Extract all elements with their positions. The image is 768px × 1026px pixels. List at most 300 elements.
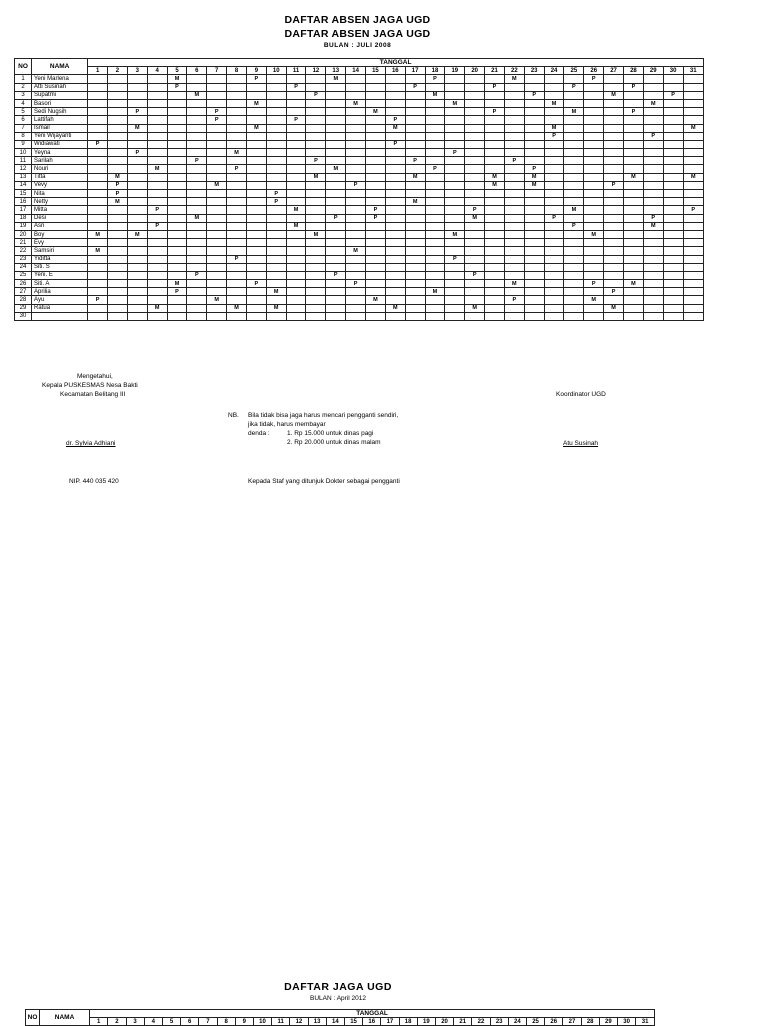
- shift-cell: [683, 239, 703, 247]
- shift-cell: [147, 108, 167, 116]
- shift-cell: [187, 83, 207, 91]
- shift-cell: [286, 280, 306, 288]
- shift-cell: [465, 116, 485, 124]
- shift-cell: [683, 75, 703, 83]
- page2-day-header: 24: [508, 1018, 526, 1026]
- shift-cell: [187, 165, 207, 173]
- page2-day-header: 7: [199, 1018, 217, 1026]
- shift-cell: [108, 157, 128, 165]
- shift-cell: [147, 116, 167, 124]
- shift-cell: [663, 157, 683, 165]
- shift-cell: [127, 214, 147, 222]
- row-number: 14: [15, 181, 32, 189]
- shift-cell: [326, 304, 346, 312]
- shift-cell: [147, 75, 167, 83]
- shift-cell: [405, 140, 425, 148]
- shift-cell: [207, 206, 227, 214]
- shift-cell: M: [405, 173, 425, 181]
- signer-left: dr. Sylvia Adhiani: [66, 440, 116, 447]
- shift-cell: P: [187, 271, 207, 279]
- shift-cell: [346, 140, 366, 148]
- shift-cell: [167, 198, 187, 206]
- shift-cell: [227, 280, 247, 288]
- shift-cell: [385, 83, 405, 91]
- shift-cell: [604, 140, 624, 148]
- shift-cell: [504, 99, 524, 107]
- shift-cell: [604, 108, 624, 116]
- shift-cell: [108, 140, 128, 148]
- shift-cell: [366, 247, 386, 255]
- shift-cell: [485, 206, 505, 214]
- shift-cell: [127, 157, 147, 165]
- shift-cell: P: [623, 83, 643, 91]
- shift-cell: [167, 99, 187, 107]
- shift-cell: [524, 75, 544, 83]
- shift-cell: [167, 157, 187, 165]
- day-header: 14: [346, 67, 366, 75]
- shift-cell: P: [266, 190, 286, 198]
- shift-cell: [683, 149, 703, 157]
- shift-cell: [127, 165, 147, 173]
- shift-cell: [405, 165, 425, 173]
- shift-cell: M: [246, 99, 266, 107]
- shift-cell: [623, 198, 643, 206]
- shift-cell: [445, 157, 465, 165]
- shift-cell: [286, 190, 306, 198]
- shift-cell: [445, 214, 465, 222]
- shift-cell: P: [445, 149, 465, 157]
- day-header: 20: [465, 67, 485, 75]
- shift-cell: [266, 99, 286, 107]
- shift-cell: [266, 247, 286, 255]
- shift-cell: [127, 263, 147, 271]
- shift-cell: P: [346, 280, 366, 288]
- shift-cell: [326, 132, 346, 140]
- shift-cell: [187, 263, 207, 271]
- day-header: 15: [366, 67, 386, 75]
- row-number: 11: [15, 157, 32, 165]
- shift-cell: M: [643, 99, 663, 107]
- shift-cell: [227, 132, 247, 140]
- shift-cell: [246, 255, 266, 263]
- shift-cell: [504, 173, 524, 181]
- shift-cell: [584, 263, 604, 271]
- shift-cell: [604, 165, 624, 173]
- table-row: [15, 239, 704, 247]
- shift-cell: P: [306, 157, 326, 165]
- shift-cell: [127, 75, 147, 83]
- page2-day-header: 9: [235, 1018, 253, 1026]
- page2-day-header: 3: [126, 1018, 144, 1026]
- shift-cell: [405, 116, 425, 124]
- shift-cell: [207, 132, 227, 140]
- shift-cell: [127, 83, 147, 91]
- shift-cell: [623, 124, 643, 132]
- shift-cell: [584, 247, 604, 255]
- shift-cell: [88, 83, 108, 91]
- shift-cell: [504, 312, 524, 320]
- shift-cell: P: [564, 222, 584, 230]
- shift-cell: M: [366, 108, 386, 116]
- kecamatan-label: Kecamatan Belitang III: [60, 391, 126, 398]
- day-header: 25: [564, 67, 584, 75]
- shift-cell: [286, 304, 306, 312]
- shift-cell: M: [604, 304, 624, 312]
- shift-cell: [108, 91, 128, 99]
- shift-cell: [643, 296, 663, 304]
- shift-cell: [326, 255, 346, 263]
- shift-cell: [207, 263, 227, 271]
- shift-cell: [366, 124, 386, 132]
- shift-cell: [326, 230, 346, 238]
- shift-cell: [584, 255, 604, 263]
- shift-cell: [167, 116, 187, 124]
- row-number: 9: [15, 140, 32, 148]
- shift-cell: [246, 83, 266, 91]
- shift-cell: [544, 198, 564, 206]
- page2-day-header: 26: [545, 1018, 563, 1026]
- shift-cell: [108, 222, 128, 230]
- shift-cell: [127, 173, 147, 181]
- shift-cell: P: [524, 91, 544, 99]
- shift-cell: [286, 173, 306, 181]
- shift-cell: [465, 312, 485, 320]
- shift-cell: [366, 304, 386, 312]
- shift-cell: [405, 239, 425, 247]
- shift-cell: [643, 190, 663, 198]
- shift-cell: [326, 312, 346, 320]
- shift-cell: [147, 149, 167, 157]
- shift-cell: [366, 132, 386, 140]
- shift-cell: [405, 296, 425, 304]
- shift-cell: [88, 255, 108, 263]
- page2-day-header: 18: [399, 1018, 417, 1026]
- row-name: Nouri: [32, 165, 88, 173]
- shift-cell: M: [584, 230, 604, 238]
- shift-cell: [643, 312, 663, 320]
- shift-cell: [147, 181, 167, 189]
- shift-cell: [306, 263, 326, 271]
- shift-cell: [127, 255, 147, 263]
- shift-cell: [544, 149, 564, 157]
- table-row: [15, 108, 704, 116]
- shift-cell: [346, 108, 366, 116]
- shift-cell: [108, 99, 128, 107]
- shift-cell: [584, 149, 604, 157]
- shift-cell: [246, 190, 266, 198]
- attendance-table: [14, 58, 704, 321]
- day-header: 28: [623, 67, 643, 75]
- shift-cell: [88, 214, 108, 222]
- shift-cell: [346, 75, 366, 83]
- page2-table: [25, 1009, 655, 1026]
- shift-cell: [683, 83, 703, 91]
- row-number: 10: [15, 149, 32, 157]
- shift-cell: [326, 149, 346, 157]
- shift-cell: [425, 222, 445, 230]
- shift-cell: [504, 222, 524, 230]
- shift-cell: [385, 214, 405, 222]
- shift-cell: P: [366, 206, 386, 214]
- shift-cell: [604, 149, 624, 157]
- shift-cell: M: [266, 288, 286, 296]
- shift-cell: [405, 288, 425, 296]
- shift-cell: [683, 108, 703, 116]
- shift-cell: [445, 140, 465, 148]
- shift-cell: [326, 91, 346, 99]
- shift-cell: [544, 304, 564, 312]
- shift-cell: [366, 263, 386, 271]
- shift-cell: P: [346, 181, 366, 189]
- day-header: 4: [147, 67, 167, 75]
- shift-cell: [524, 296, 544, 304]
- table-row: [15, 165, 704, 173]
- shift-cell: [485, 99, 505, 107]
- shift-cell: [683, 181, 703, 189]
- shift-cell: M: [445, 230, 465, 238]
- shift-cell: [88, 75, 108, 83]
- table-row: [15, 91, 704, 99]
- shift-cell: [524, 247, 544, 255]
- shift-cell: [504, 206, 524, 214]
- page2-day-header: 5: [162, 1018, 180, 1026]
- shift-cell: [663, 304, 683, 312]
- shift-cell: P: [227, 165, 247, 173]
- shift-cell: [88, 181, 108, 189]
- shift-cell: M: [544, 99, 564, 107]
- nb-line-1: Bila tidak bisa jaga harus mencari pengganti sendiri,: [248, 412, 399, 419]
- shift-cell: [524, 304, 544, 312]
- shift-cell: [306, 206, 326, 214]
- shift-cell: [485, 190, 505, 198]
- shift-cell: [187, 99, 207, 107]
- shift-cell: [326, 99, 346, 107]
- shift-cell: [167, 190, 187, 198]
- shift-cell: [187, 312, 207, 320]
- shift-cell: [544, 116, 564, 124]
- shift-cell: [286, 230, 306, 238]
- shift-cell: [366, 157, 386, 165]
- shift-cell: [485, 116, 505, 124]
- shift-cell: [108, 255, 128, 263]
- shift-cell: P: [326, 271, 346, 279]
- shift-cell: P: [405, 83, 425, 91]
- shift-cell: [504, 181, 524, 189]
- shift-cell: [306, 75, 326, 83]
- no-header: NO: [15, 59, 32, 75]
- shift-cell: [623, 149, 643, 157]
- page2-header-row: [26, 1010, 655, 1018]
- shift-cell: [88, 99, 108, 107]
- shift-cell: [266, 214, 286, 222]
- shift-cell: [465, 108, 485, 116]
- shift-cell: [465, 181, 485, 189]
- row-number: 19: [15, 222, 32, 230]
- shift-cell: P: [385, 116, 405, 124]
- table-row: [15, 116, 704, 124]
- shift-cell: [623, 75, 643, 83]
- shift-cell: [108, 296, 128, 304]
- shift-cell: [643, 173, 663, 181]
- signer-right: Atu Susinah: [563, 440, 599, 447]
- shift-cell: [187, 247, 207, 255]
- shift-cell: [544, 83, 564, 91]
- shift-cell: P: [504, 296, 524, 304]
- shift-cell: [465, 157, 485, 165]
- shift-cell: [108, 280, 128, 288]
- shift-cell: [108, 116, 128, 124]
- page2-tanggal-header: TANGGAL: [90, 1010, 655, 1018]
- shift-cell: [147, 255, 167, 263]
- shift-cell: M: [326, 75, 346, 83]
- shift-cell: [147, 263, 167, 271]
- shift-cell: P: [306, 91, 326, 99]
- shift-cell: [306, 83, 326, 91]
- shift-cell: [584, 99, 604, 107]
- shift-cell: [187, 222, 207, 230]
- day-header: 29: [643, 67, 663, 75]
- shift-cell: [385, 312, 405, 320]
- shift-cell: [108, 206, 128, 214]
- shift-cell: [683, 255, 703, 263]
- shift-cell: [465, 75, 485, 83]
- shift-cell: [584, 181, 604, 189]
- shift-cell: [623, 132, 643, 140]
- page2-day-header: 29: [599, 1018, 617, 1026]
- shift-cell: [405, 280, 425, 288]
- shift-cell: [485, 222, 505, 230]
- shift-cell: [246, 288, 266, 296]
- row-number: 26: [15, 280, 32, 288]
- shift-cell: [385, 108, 405, 116]
- shift-cell: [108, 165, 128, 173]
- shift-cell: [286, 288, 306, 296]
- shift-cell: [227, 214, 247, 222]
- day-header: 8: [227, 67, 247, 75]
- row-name: Nita: [32, 190, 88, 198]
- shift-cell: [465, 198, 485, 206]
- shift-cell: [306, 190, 326, 198]
- shift-cell: [167, 214, 187, 222]
- shift-cell: [405, 91, 425, 99]
- shift-cell: [88, 149, 108, 157]
- shift-cell: [385, 91, 405, 99]
- shift-cell: [425, 263, 445, 271]
- kepala-label: Kepala PUSKESMAS Nesa Bakti: [42, 382, 138, 389]
- shift-cell: [167, 108, 187, 116]
- shift-cell: [604, 75, 624, 83]
- shift-cell: [207, 214, 227, 222]
- shift-cell: [366, 198, 386, 206]
- shift-cell: [524, 149, 544, 157]
- shift-cell: [623, 190, 643, 198]
- shift-cell: P: [246, 280, 266, 288]
- shift-cell: [485, 255, 505, 263]
- day-header: 2: [108, 67, 128, 75]
- shift-cell: [683, 132, 703, 140]
- row-name: Yeni Wijayanti: [32, 132, 88, 140]
- shift-cell: [683, 230, 703, 238]
- shift-cell: [286, 157, 306, 165]
- day-header-row: [15, 67, 704, 75]
- table-row: [15, 83, 704, 91]
- page2-day-header: 2: [108, 1018, 126, 1026]
- shift-cell: [207, 99, 227, 107]
- row-name: Samsiri: [32, 247, 88, 255]
- shift-cell: [306, 296, 326, 304]
- shift-cell: [147, 230, 167, 238]
- shift-cell: [346, 312, 366, 320]
- shift-cell: [683, 247, 703, 255]
- shift-cell: [405, 108, 425, 116]
- row-name: Ayu: [32, 296, 88, 304]
- shift-cell: [524, 190, 544, 198]
- shift-cell: [564, 116, 584, 124]
- shift-cell: P: [524, 165, 544, 173]
- shift-cell: [286, 271, 306, 279]
- shift-cell: [445, 83, 465, 91]
- shift-cell: [207, 247, 227, 255]
- page2-day-header: 19: [417, 1018, 435, 1026]
- row-number: 4: [15, 99, 32, 107]
- shift-cell: [564, 288, 584, 296]
- shift-cell: [643, 149, 663, 157]
- shift-cell: [623, 99, 643, 107]
- shift-cell: [88, 190, 108, 198]
- shift-cell: M: [385, 124, 405, 132]
- shift-cell: [88, 239, 108, 247]
- shift-cell: P: [485, 83, 505, 91]
- shift-cell: [266, 124, 286, 132]
- shift-cell: [127, 222, 147, 230]
- shift-cell: M: [266, 304, 286, 312]
- shift-cell: [286, 124, 306, 132]
- shift-cell: [425, 116, 445, 124]
- shift-cell: [445, 206, 465, 214]
- shift-cell: [306, 304, 326, 312]
- shift-cell: [445, 263, 465, 271]
- shift-cell: M: [127, 230, 147, 238]
- shift-cell: [683, 280, 703, 288]
- shift-cell: [227, 312, 247, 320]
- shift-cell: [683, 288, 703, 296]
- shift-cell: [663, 83, 683, 91]
- shift-cell: [683, 190, 703, 198]
- shift-cell: [524, 239, 544, 247]
- shift-cell: [445, 288, 465, 296]
- shift-cell: [405, 75, 425, 83]
- shift-cell: [425, 99, 445, 107]
- day-header: 12: [306, 67, 326, 75]
- shift-cell: [425, 247, 445, 255]
- shift-cell: [227, 230, 247, 238]
- shift-cell: [604, 296, 624, 304]
- shift-cell: [385, 165, 405, 173]
- shift-cell: [584, 173, 604, 181]
- row-name: [32, 312, 88, 320]
- shift-cell: [504, 247, 524, 255]
- table-row: [15, 255, 704, 263]
- shift-cell: [286, 75, 306, 83]
- shift-cell: [266, 157, 286, 165]
- shift-cell: [147, 132, 167, 140]
- shift-cell: M: [425, 288, 445, 296]
- shift-cell: [564, 255, 584, 263]
- shift-cell: P: [504, 157, 524, 165]
- shift-cell: M: [246, 124, 266, 132]
- shift-cell: [405, 214, 425, 222]
- shift-cell: [544, 157, 564, 165]
